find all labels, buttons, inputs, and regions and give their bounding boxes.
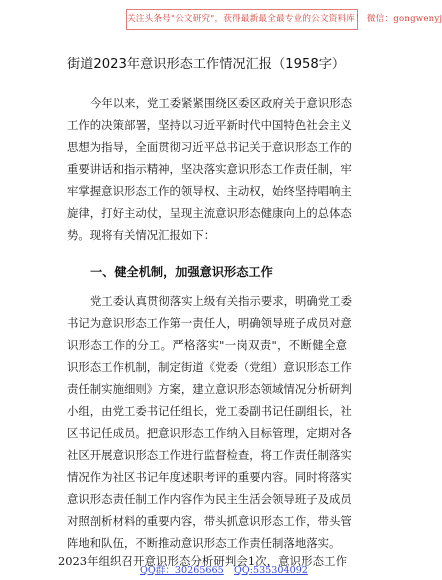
section-heading: 一、健全机制，加强意识形态工作 bbox=[90, 265, 273, 279]
intro-line: 今年以来，党工委紧紧围绕区委区政府关于意识形态 bbox=[90, 96, 352, 110]
body-line: 区书记任成员。把意识形态工作纳入目标管理，定期对各 bbox=[67, 426, 352, 440]
body-line: 识形态工作的分工。严格落实"一岗双责"，不断健全意 bbox=[67, 338, 347, 352]
banner-text: 关注头条号"公文研究"，获得最新最全最专业的公文资料库！ 微信：gongwenyj bbox=[127, 14, 442, 24]
top-banner bbox=[126, 9, 442, 30]
qq-contact-link[interactable]: QQ:535304092 bbox=[234, 565, 308, 576]
document-title: 街道2023年意识形态工作情况汇报（1958字） bbox=[67, 57, 346, 72]
body-line: 阵地和队伍，不断推动意识形态工作责任制落地落实。 bbox=[67, 536, 341, 550]
intro-line: 重要讲话和指示精神，坚决落实意识形态工作责任制，牢 bbox=[67, 162, 352, 176]
body-line: 情况作为社区书记年度述职考评的重要内容。同时将落实 bbox=[67, 470, 352, 484]
body-line: 对照剖析材料的重要内容，带头抓意识形态工作，带头管 bbox=[67, 514, 352, 528]
footer bbox=[0, 565, 408, 579]
intro-line: 牢掌握意识形态工作的领导权、主动权，始终坚持唱响主 bbox=[67, 184, 352, 198]
body-line: 书记为意识形态工作第一责任人，明确领导班子成员对意 bbox=[67, 316, 352, 330]
intro-line: 势。现将有关情况汇报如下： bbox=[67, 228, 216, 242]
intro-line: 旋律，打好主动仗，呈现主流意识形态健康向上的总体态 bbox=[67, 206, 352, 220]
body-line: 识形态工作机制，制定街道《党委（党组）意识形态工作 bbox=[67, 360, 352, 374]
body-line: 2023年组织召开意识形态分析研判会1次，意识形态工作 bbox=[58, 554, 347, 568]
intro-line: 工作的决策部署，坚持以习近平新时代中国特色社会主义 bbox=[67, 118, 352, 132]
body-line: 社区开展意识形态工作进行监督检查，将工作责任制落实 bbox=[67, 448, 352, 462]
qq-group-link[interactable]: QQ群：30265665 bbox=[140, 565, 224, 576]
body-line: 党工委认真贯彻落实上级有关指示要求，明确党工委 bbox=[90, 294, 352, 308]
body-line: 小组，由党工委书记任组长，党工委副书记任副组长，社 bbox=[67, 404, 352, 418]
body-line: 意识形态责任制工作内容作为民主生活会领导班子及成员 bbox=[67, 492, 352, 506]
intro-line: 思想为指导，全面贯彻习近平总书记关于意识形态工作的 bbox=[67, 140, 352, 154]
body-line: 责任制实施细则》方案，建立意识形态领域情况分析研判 bbox=[67, 382, 352, 396]
